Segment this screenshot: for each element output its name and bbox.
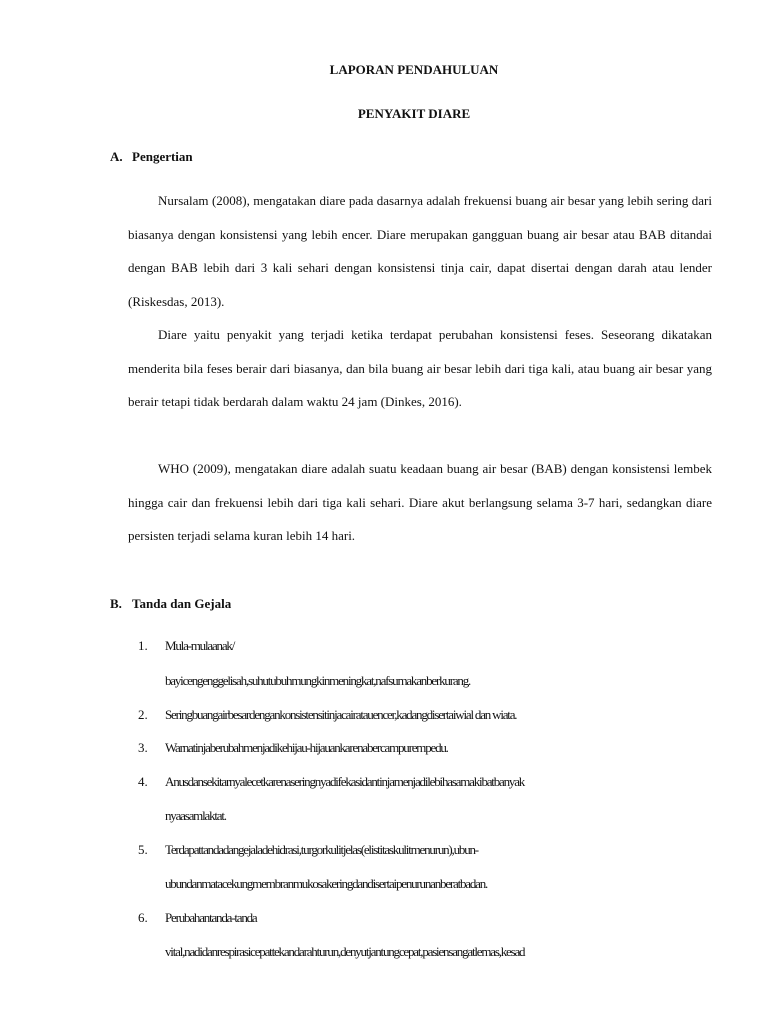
document-title: LAPORAN PENDAHULUAN [329,62,499,77]
document-subtitle: PENYAKIT DIARE [357,106,471,121]
list-item-text: Seringbuangairbesardengankonsistensitinjacairatauencer,kadangdisertaiwial dan wiata. [165,707,517,722]
paragraph-1: Nursalam (2008), mengatakan diare pada dasarnya adalah frekuensi buang air besar yang lebih sering dari biasanya dengan konsistensi yang lebih encer. Diare merupakan gangguan buang air besar atau BAB ditandai dengan BAB lebih dari 3 kali sehari dengan konsistensi tinja cair, dapat disertai dengan darah atau lender (Riskesdas, 2013). [128,193,712,309]
paragraph-2: Diare yaitu penyakit yang terjadi ketika terdapat perubahan konsistensi feses. Seseorang dikatakan menderita bila feses berair dari biasanya, dan bila buang air besar lebih dari tiga kali, atau buang air besar yang berair tetapi tidak berdarah dalam waktu 24 jam (Dinkes, 2016). [128,327,712,409]
list-item-text: Mula-mulaanak/ [165,638,235,653]
list-item-text: Anusdansekitarnyalecetkarenaseringnyadifekasidantinjamenjadilebihasamakibatbanyak [165,774,525,789]
section-a-title: Pengertian [132,149,193,164]
list-item-text: bayicengenggelisah,suhutubuhmungkinmeningkat,nafsumakanberkurang. [165,673,471,688]
list-item-number: 2. [138,707,148,722]
list-item-text: nyaasamlaktat. [165,808,226,823]
list-item-number: 1. [138,638,148,653]
list-item-text: Warnatinjaberubahmenjadikehijau-hijauankarenabercampurempedu. [165,740,448,755]
list-item-text: vital,nadidanrespirasicepattekandarahturun,denyutjantungcepat,pasiensangatlemas,kesad [165,944,525,959]
list-item-number: 4. [138,774,148,789]
list-item-number: 6. [138,910,148,925]
section-b-label: B. [110,596,122,611]
list-item-text: ubundanmatacekungmembranmukosakeringdandisertaipenurunanberatbadan. [165,876,488,891]
list-item-text: Perubahantanda-tanda [165,910,257,925]
section-a-label: A. [110,149,123,164]
paragraph-3: WHO (2009), mengatakan diare adalah suatu keadaan buang air besar (BAB) dengan konsistensi lembek hingga cair dan frekuensi lebih dari tiga kali sehari. Diare akut berlangsung selama 3-7 hari, sedangkan diare persisten terjadi selama kuran lebih 14 hari. [128,461,712,543]
list-item-number: 5. [138,842,148,857]
list-item-number: 3. [138,740,148,755]
list-item-text: Terdapattandadangejaladehidrasi,turgorkulitjelas(elistitaskulitmenurun),ubun- [165,842,478,857]
section-b-title: Tanda dan Gejala [132,596,232,611]
